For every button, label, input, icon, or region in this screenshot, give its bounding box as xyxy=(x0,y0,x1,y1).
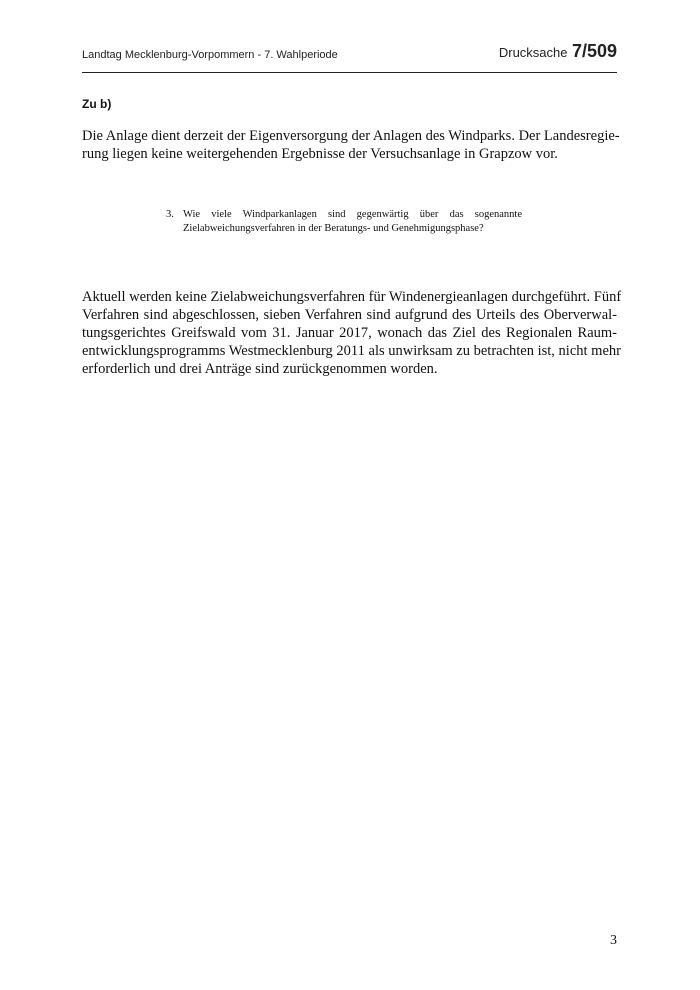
text-line: Verfahren sind abgeschlossen, sieben Verfahren sind aufgrund des Urteils des Oberverwal- xyxy=(82,307,617,323)
answer-b-paragraph xyxy=(82,127,620,163)
question-text xyxy=(183,208,522,236)
answer-3-paragraph xyxy=(82,288,622,378)
text-line: Die Anlage dient derzeit der Eigenversorgung der Anlagen des Windparks. Der Landesregie- xyxy=(82,128,620,144)
section-heading-zu-b: Zu b) xyxy=(82,97,112,111)
text-line: entwicklungsprogramms Westmecklenburg 2011 als unwirksam zu betrachten ist, nicht mehr xyxy=(82,343,621,359)
question-number: 3. xyxy=(166,209,174,220)
page-header xyxy=(82,38,617,73)
text-line: erforderlich und drei Anträge sind zurückgenommen worden. xyxy=(82,361,438,377)
text-line: tungsgerichtes Greifswald vom 31. Januar 2017, wonach das Ziel des Regionalen Raum- xyxy=(82,325,617,341)
document-reference xyxy=(499,41,617,62)
parliament-title: Landtag Mecklenburg-Vorpommern - 7. Wahlperiode xyxy=(82,49,338,61)
page-number: 3 xyxy=(610,933,617,948)
text-line: Wie viele Windparkanlagen sind gegenwärtig über das sogenannte xyxy=(183,209,522,220)
text-line: rung liegen keine weitergehenden Ergebnisse der Versuchsanlage in Grapzow vor. xyxy=(82,146,558,162)
drucksache-label: Drucksache xyxy=(498,45,568,60)
text-line: Aktuell werden keine Zielabweichungsverfahren für Windenergieanlagen durchgeführt. Fünf xyxy=(82,289,622,305)
text-line: Zielabweichungsverfahren in der Beratungs- und Genehmigungsphase? xyxy=(183,223,484,234)
question-3 xyxy=(166,208,522,236)
drucksache-number: 7/509 xyxy=(571,41,617,61)
